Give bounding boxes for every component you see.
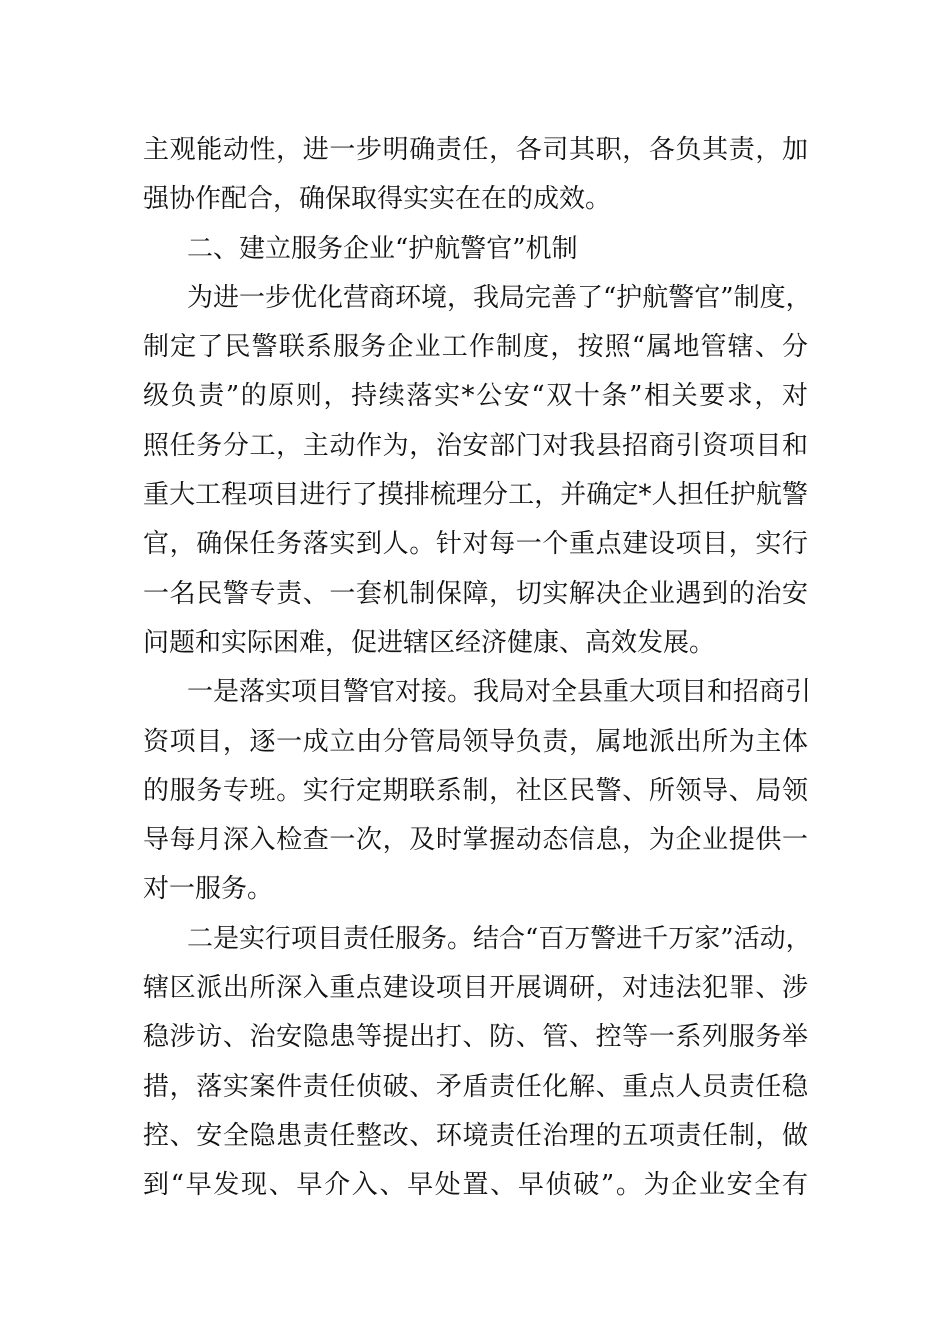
text-line: 一名民警专责、一套机制保障，切实解决企业遇到的治安	[143, 578, 808, 609]
text-line: 二、建立服务企业“护航警官”机制	[187, 233, 578, 264]
text-line: 的服务专班。实行定期联系制，社区民警、所领导、局领	[143, 775, 808, 806]
text-line: 级负责”的原则，持续落实*公安“双十条”相关要求，对	[143, 381, 808, 412]
text-line: 主观能动性，进一步明确责任，各司其职，各负其责，加	[143, 135, 808, 165]
text-line: 对一服务。	[143, 874, 274, 905]
text-line: 照任务分工，主动作为，治安部门对我县招商引资项目和	[143, 430, 808, 461]
text-line: 稳涉访、治安隐患等提出打、防、管、控等一系列服务举	[143, 1022, 808, 1053]
text-line: 资项目，逐一成立由分管局领导负责，属地派出所为主体	[143, 726, 808, 757]
text-line: 二是实行项目责任服务。结合“百万警进千万家”活动，	[187, 923, 812, 954]
text-line: 一是落实项目警官对接。我局对全县重大项目和招商引	[187, 677, 812, 708]
text-line: 辖区派出所深入重点建设项目开展调研，对违法犯罪、涉	[143, 973, 808, 1004]
document-body	[143, 126, 812, 1211]
text-line: 制定了民警联系服务企业工作制度，按照“属地管辖、分	[143, 332, 808, 363]
text-line: 控、安全隐患责任整改、环境责任治理的五项责任制，做	[143, 1120, 808, 1151]
text-line: 措，落实案件责任侦破、矛盾责任化解、重点人员责任稳	[143, 1071, 808, 1102]
text-line: 为进一步优化营商环境，我局完善了“护航警官”制度，	[187, 282, 812, 313]
text-line: 导每月深入检查一次，及时掌握动态信息，为企业提供一	[143, 825, 808, 856]
text-line: 问题和实际困难，促进辖区经济健康、高效发展。	[143, 627, 716, 658]
text-line: 官，确保任务落实到人。针对每一个重点建设项目，实行	[143, 529, 808, 560]
text-line: 强协作配合，确保取得实实在在的成效。	[143, 184, 612, 215]
text-line: 重大工程项目进行了摸排梳理分工，并确定*人担任护航警	[143, 480, 808, 511]
text-line: 到“早发现、早介入、早处置、早侦破”。为企业安全有	[143, 1170, 808, 1201]
